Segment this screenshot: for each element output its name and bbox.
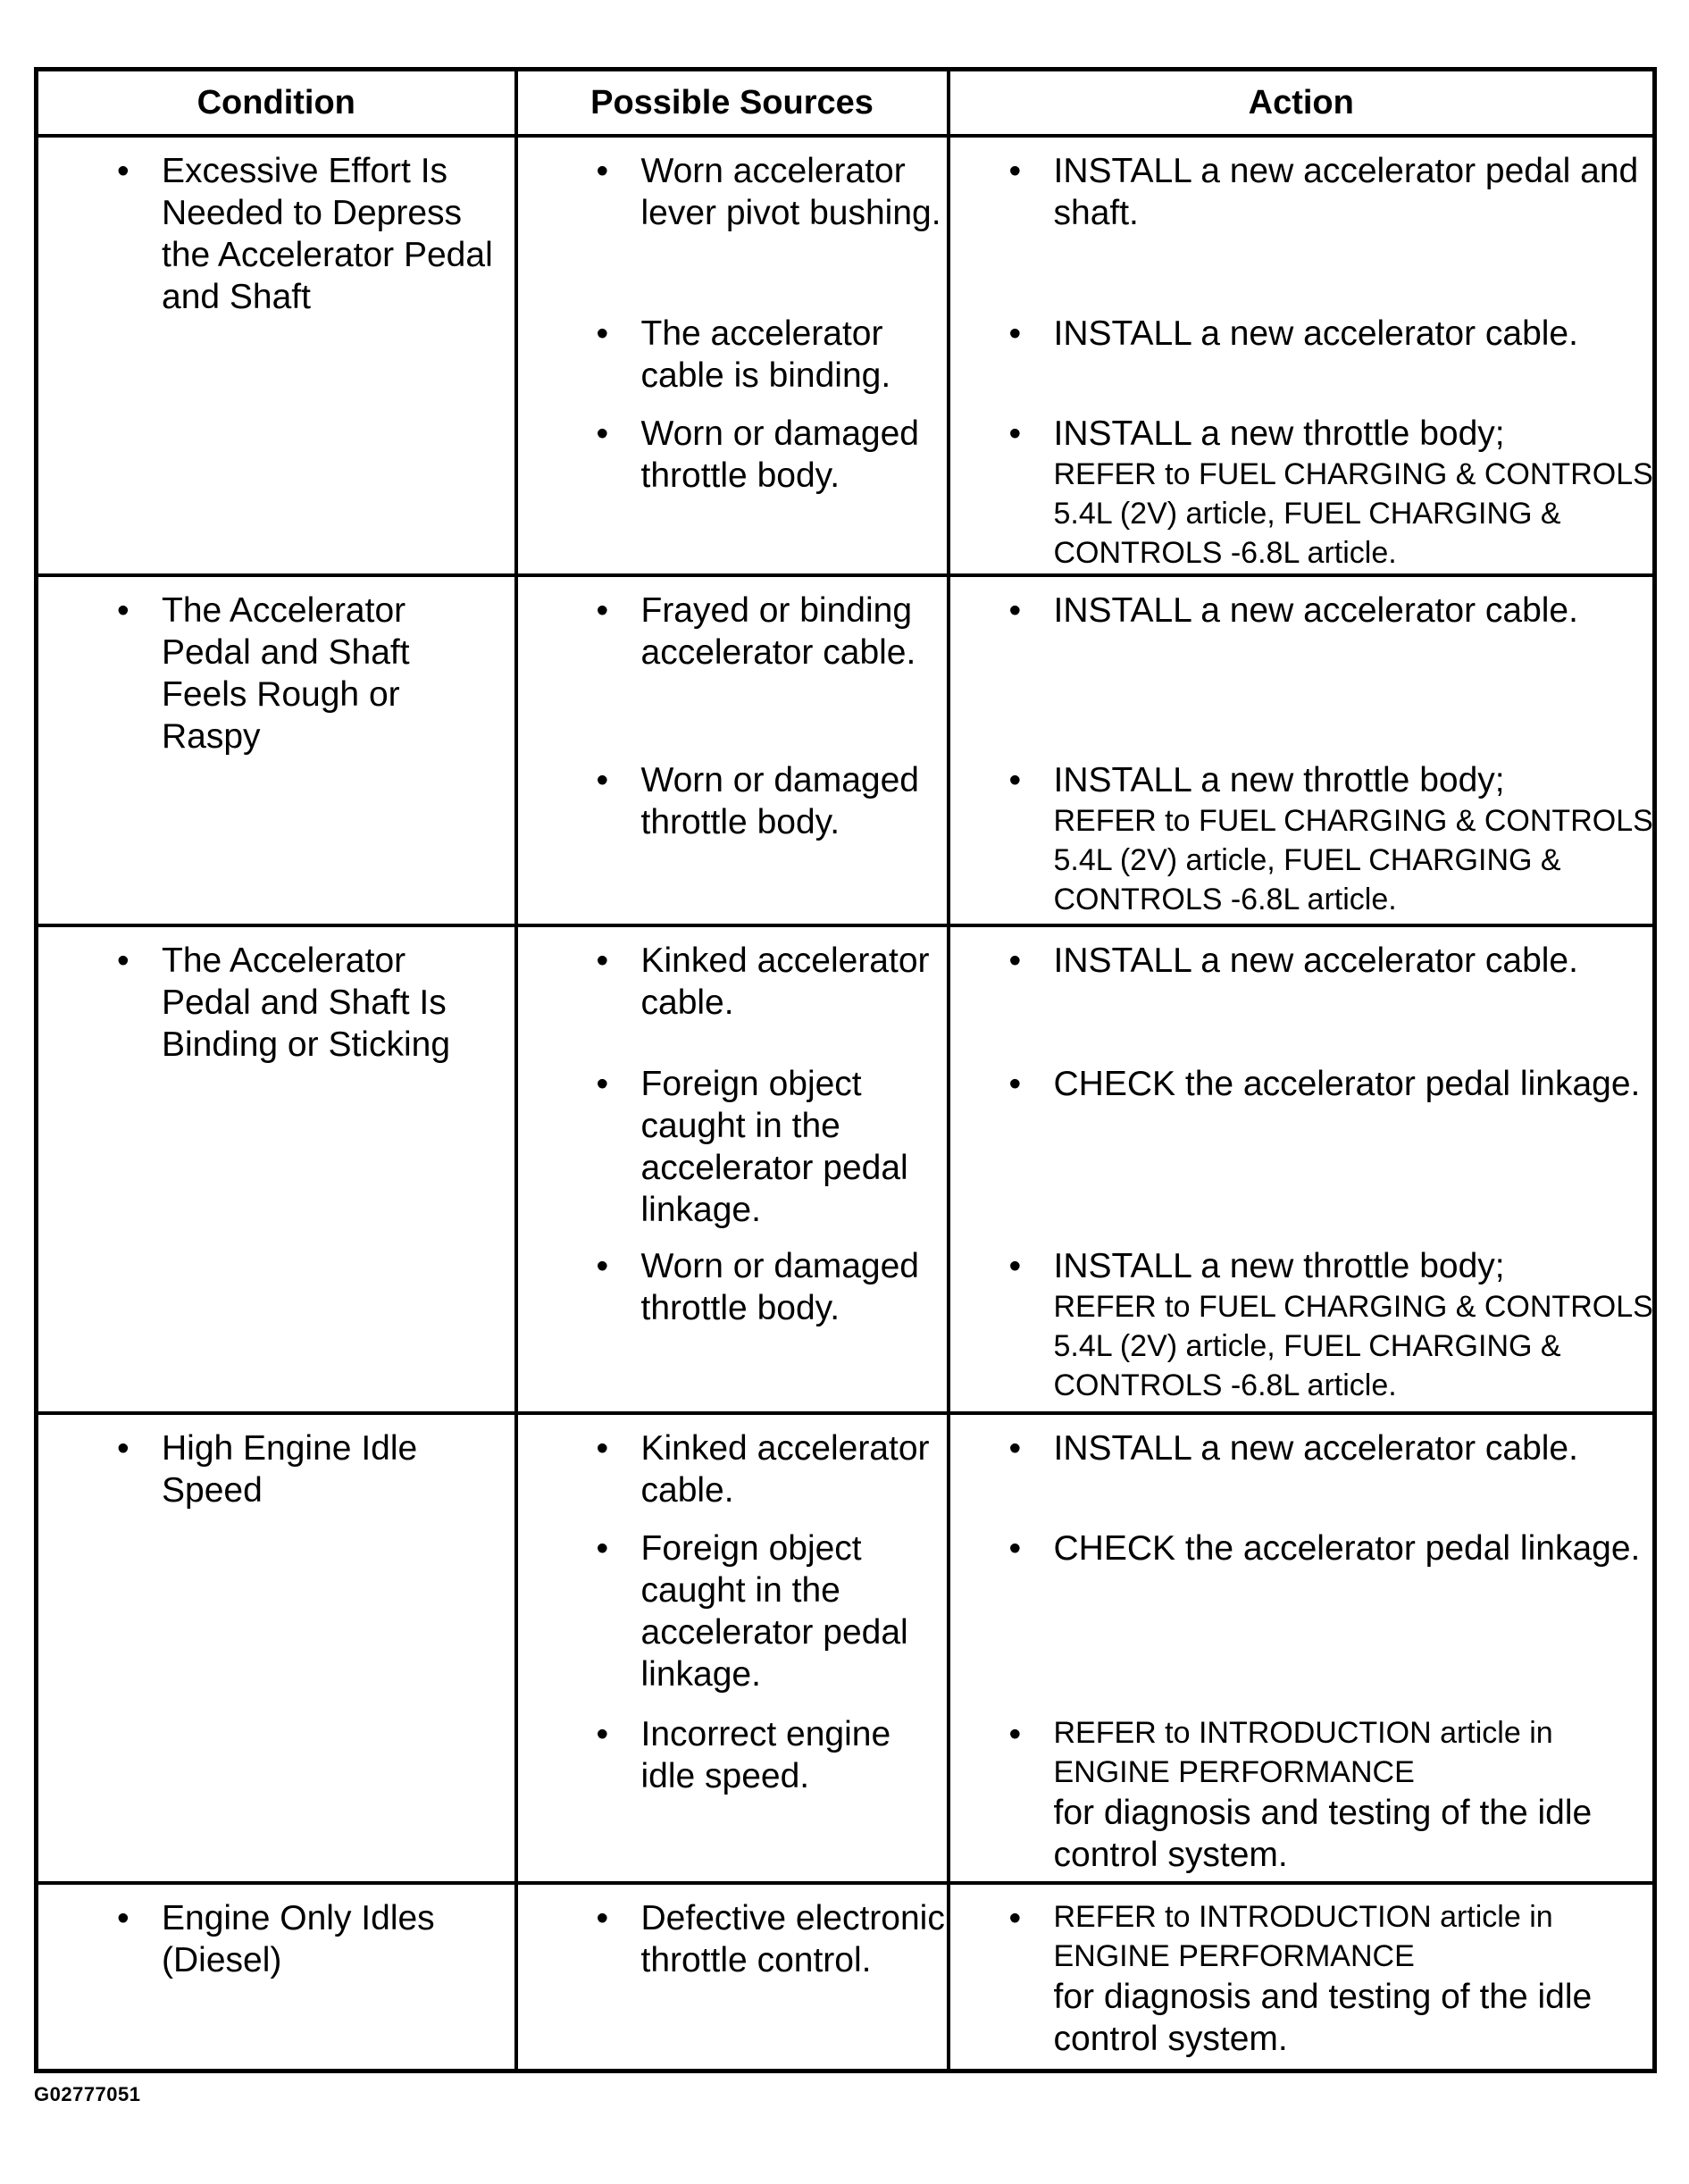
source-item: • The accelerator cable is binding. (596, 314, 891, 395)
sources-cell (516, 1883, 949, 2071)
bullet-icon: • (1008, 1715, 1022, 1753)
bullet-icon: • (1008, 152, 1022, 190)
bullet-icon: • (596, 1429, 609, 1468)
bullet-icon: • (596, 414, 609, 453)
source-item: • Incorrect engine idle speed. (596, 1715, 891, 1795)
condition-cell (37, 1883, 516, 2071)
bullet-icon: • (596, 1899, 609, 1937)
condition-item: • Excessive Effort Is Needed to Depress the Accelerator Pedal and Shaft (117, 152, 493, 316)
source-item: • Defective electronic throttle control. (596, 1899, 945, 1979)
action-item: • INSTALL a new accelerator cable. (1008, 941, 1578, 980)
bullet-icon: • (1008, 941, 1022, 980)
condition-cell (37, 925, 516, 1413)
sources-cell (516, 1413, 949, 1883)
bullet-icon: • (1008, 761, 1022, 799)
bullet-icon: • (596, 1715, 609, 1753)
sources-cell (516, 575, 949, 925)
source-item: • Foreign object caught in the accelerator pedal linkage. (596, 1529, 908, 1694)
bullet-icon: • (1008, 1065, 1022, 1103)
action-item: • INSTALL a new throttle body; REFER to FUEL CHARGING & CONTROLS 5.4L (2V) article, FUEL CHARGING & CONTROLS -6.8L article. (1009, 759, 1661, 919)
action-item: • INSTALL a new throttle body; REFER to FUEL CHARGING & CONTROLS 5.4L (2V) article, FUEL CHARGING & CONTROLS -6.8L article. (1009, 1245, 1661, 1405)
source-item: • Kinked accelerator cable. (596, 1429, 930, 1510)
action-item: • CHECK the accelerator pedal linkage. (1008, 1065, 1641, 1103)
header-condition: Condition (37, 70, 516, 137)
bullet-icon: • (1008, 314, 1022, 353)
condition-cell (37, 575, 516, 925)
source-item: • Worn accelerator lever pivot bushing. (596, 152, 941, 232)
bullet-icon: • (117, 1899, 130, 1937)
action-cell (949, 1883, 1655, 2071)
bullet-icon: • (117, 591, 130, 630)
action-cell (949, 925, 1655, 1413)
source-item: • Foreign object caught in the accelerator pedal linkage. (596, 1065, 908, 1229)
table-row (37, 1413, 1655, 1883)
action-cell (949, 136, 1655, 575)
source-item: • Worn or damaged throttle body. (596, 761, 919, 841)
action-item: • REFER to INTRODUCTION article in ENGINE PERFORMANCE for diagnosis and testing of the idle control system. (1008, 1715, 1593, 1874)
header-possible-sources: Possible Sources (516, 70, 949, 137)
bullet-icon: • (596, 1247, 609, 1285)
bullet-icon: • (596, 941, 609, 980)
table-row (37, 136, 1655, 575)
sources-cell (516, 136, 949, 575)
source-item: • Worn or damaged throttle body. (596, 414, 919, 495)
action-item: • INSTALL a new accelerator cable. (1008, 591, 1578, 630)
condition-item: • High Engine Idle Speed (117, 1429, 418, 1510)
header-row (37, 70, 1655, 137)
bullet-icon: • (1008, 414, 1022, 453)
refer-text: for diagnosis and testing of the idle control system. (1053, 1794, 1593, 1874)
bullet-icon: • (596, 1065, 609, 1103)
action-item: • INSTALL a new accelerator pedal and shaft. (1008, 152, 1639, 232)
action-item: • CHECK the accelerator pedal linkage. (1008, 1529, 1641, 1568)
table-row (37, 925, 1655, 1413)
refer-text: for diagnosis and testing of the idle control system. (1053, 1978, 1593, 2058)
condition-cell (37, 1413, 516, 1883)
action-item: • INSTALL a new accelerator cable. (1008, 314, 1578, 353)
bullet-icon: • (117, 152, 130, 190)
sources-cell (516, 925, 949, 1413)
bullet-icon: • (1008, 591, 1022, 630)
table-row (37, 575, 1655, 925)
refer-text: REFER to FUEL CHARGING & CONTROLS 5.4L (2V) article, FUEL CHARGING & CONTROLS -6.8L article. (1053, 804, 1653, 916)
condition-item: • The Accelerator Pedal and Shaft Is Binding or Sticking (117, 941, 451, 1064)
bullet-icon: • (596, 314, 609, 353)
table-row (37, 1883, 1655, 2071)
action-item: • INSTALL a new throttle body; REFER to FUEL CHARGING & CONTROLS 5.4L (2V) article, FUEL CHARGING & CONTROLS -6.8L article. (1009, 413, 1661, 573)
bullet-icon: • (1008, 1429, 1022, 1468)
action-item: • REFER to INTRODUCTION article in ENGINE PERFORMANCE for diagnosis and testing of the idle control system. (1008, 1899, 1593, 2058)
action-item: • INSTALL a new accelerator cable. (1008, 1429, 1578, 1468)
figure-id: G02777051 (34, 2083, 141, 2105)
condition-cell (37, 136, 516, 575)
bullet-icon: • (596, 761, 609, 799)
action-cell (949, 575, 1655, 925)
refer-text: REFER to FUEL CHARGING & CONTROLS 5.4L (2V) article, FUEL CHARGING & CONTROLS -6.8L article. (1053, 457, 1653, 570)
bullet-icon: • (596, 152, 609, 190)
bullet-icon: • (117, 1429, 130, 1468)
action-cell (949, 1413, 1655, 1883)
bullet-icon: • (1008, 1529, 1022, 1568)
bullet-icon: • (1008, 1247, 1022, 1285)
diagnosis-table (34, 67, 1657, 2073)
condition-item: • Engine Only Idles (Diesel) (117, 1899, 435, 1979)
condition-item: • The Accelerator Pedal and Shaft Feels Rough or Raspy (117, 591, 410, 756)
bullet-icon: • (596, 1529, 609, 1568)
bullet-icon: • (596, 591, 609, 630)
bullet-icon: • (117, 941, 130, 980)
bullet-icon: • (1008, 1899, 1022, 1937)
refer-text: REFER to FUEL CHARGING & CONTROLS 5.4L (2V) article, FUEL CHARGING & CONTROLS -6.8L article. (1053, 1290, 1653, 1402)
source-item: • Frayed or binding accelerator cable. (596, 591, 916, 672)
source-item: • Kinked accelerator cable. (596, 941, 930, 1022)
source-item: • Worn or damaged throttle body. (596, 1247, 919, 1327)
header-action: Action (949, 70, 1655, 137)
